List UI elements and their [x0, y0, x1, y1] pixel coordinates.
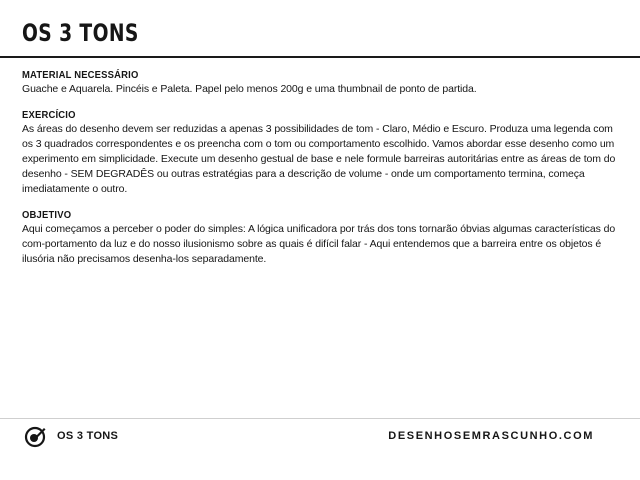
- section-heading-material: MATERIAL NECESSÁRIO: [22, 69, 139, 81]
- section-objetivo: [22, 208, 617, 267]
- section-body-objetivo: Aqui começamos a perceber o poder do simples: A lógica unificadora por trás dos tons tornarão óbvias algumas características do com-portamento da luz e do nosso ilusionismo sobre as quais é difícil falar - Aqui entendemos que a barreira entre os objetos é ilusória não precisamos desenha-los separadamente.: [22, 223, 616, 265]
- section-heading-objetivo: OBJETIVO: [22, 209, 72, 221]
- section-material: [22, 68, 617, 97]
- footer-site-link[interactable]: DESENHOSEMRASCUNHO.COM: [388, 430, 594, 442]
- footer-title: OS 3 TONS: [57, 430, 119, 442]
- section-body-exercicio: As áreas do desenho devem ser reduzidas a apenas 3 possibilidades de tom - Claro, Médio e Escuro. Produza uma legenda com os 3 quadrados correspondentes e os preencha com o tom ou comportamento escolhido. Vamos abordar esse desenho como um experimento em simplicidade. Execute um desenho gestual de base e nele formule barreiras autoritárias entre as áreas de tom do desenho - SEM DEGRADÊS ou outras estratégias para a descrição de volume - onde um comportamento termina, começa imediatamente o outro.: [22, 123, 616, 195]
- page-title: OS 3 TONS: [22, 19, 139, 47]
- section-body-material: Guache e Aquarela. Pincéis e Paleta. Papel pelo menos 200g e uma thumbnail de ponto de partida.: [22, 83, 477, 95]
- section-heading-exercicio: EXERCÍCIO: [22, 109, 76, 121]
- brush-circle-logo-icon: [24, 426, 46, 448]
- section-exercicio: [22, 108, 617, 197]
- title-divider: [0, 56, 640, 58]
- footer-divider: [0, 418, 640, 419]
- document-body: [22, 68, 617, 278]
